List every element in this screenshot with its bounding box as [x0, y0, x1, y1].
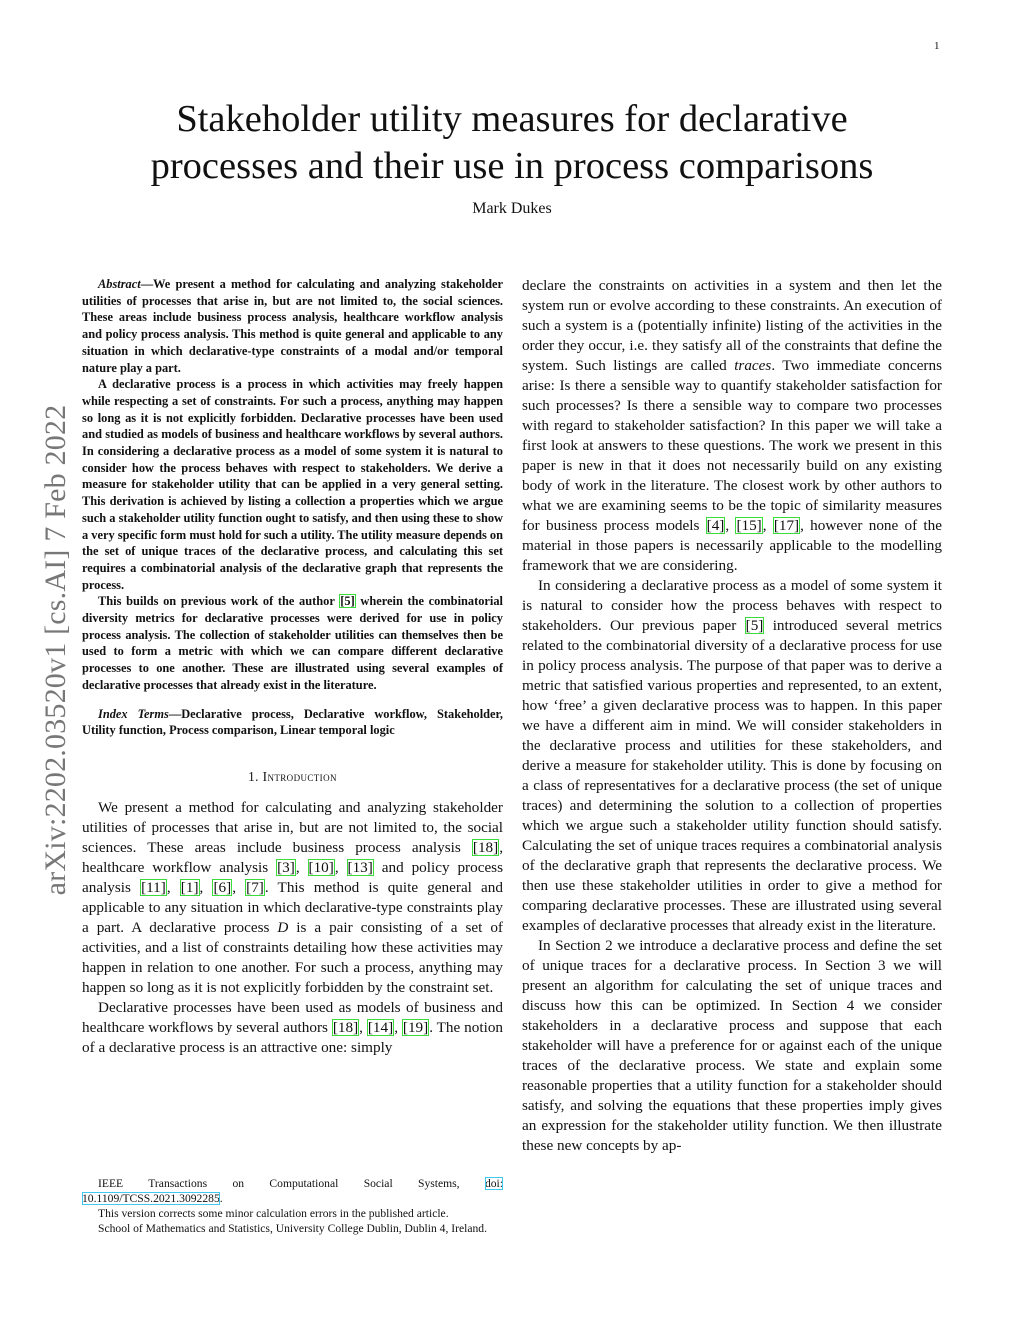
paper-title: [100, 96, 924, 190]
citation-link[interactable]: [11]: [141, 878, 166, 896]
title-line-1: Stakeholder utility measures for declarative: [176, 98, 848, 140]
citation-link[interactable]: [15]: [736, 517, 762, 534]
section-heading-introduction: 1. Introduction: [248, 768, 337, 784]
citation-link[interactable]: [19]: [402, 1018, 429, 1036]
intro-paragraph-continued: declare the constraints on activities in a system and then let the system run or evolve according to these constraints. An execution of such a system is a (potentially infinite) listing of the activities in the order they occur, i.e. they satisfy all of the constraints that define the system. Such listings are called traces. Two immediate concerns arise: Is there a sensible way to quantify stakeholder satisfaction for such processes? Is there a sensible way to compare two processes with regard to stakeholder satisfaction? In this paper we will take a first look at answers to these questions. The work we present in this paper is new in that it does not necessarily build on any existing body of work in the literature. The closest work by other authors to what we are examining seems to be the topic of similarity measures for business process models [4], [15], [17], however none of the material in those papers is necessarily applicable to the modelling framework that we are considering.: [522, 277, 942, 574]
citation-link[interactable]: [18]: [332, 1018, 359, 1036]
citation-link[interactable]: [4]: [706, 517, 725, 534]
citation-link[interactable]: [3]: [277, 858, 295, 876]
citation-link[interactable]: [17]: [773, 517, 800, 534]
abstract-paragraph-3: This builds on previous work of the author [5] wherein the combinatorial diversity metrics for declarative processes were derived for use in policy process analysis. The collection of stakeholder utilities can themselves then be used to form a metric with which we can compare different declarative processes to one another. These are illustrated using several examples of declarative processes that already exist in the literature.: [82, 594, 503, 692]
doi-link[interactable]: 10.1109/TCSS.2021.3092285: [82, 1192, 220, 1205]
right-column: [522, 276, 942, 1156]
math-variable: D: [277, 918, 289, 936]
citation-link[interactable]: [5]: [340, 594, 355, 609]
citation-link[interactable]: [13]: [347, 858, 373, 876]
footnote-doi-line: 10.1109/TCSS.2021.3092285.: [82, 1192, 223, 1205]
footnote-affiliation: School of Mathematics and Statistics, University College Dublin, Dublin 4, Ireland.: [98, 1222, 487, 1235]
intro-paragraph-2: Declarative processes have been used as models of business and healthcare workflows by several authors [18], [14], [19]. The notion of a declarative process is an attractive one: simply: [82, 998, 504, 1056]
left-column: [82, 276, 503, 1058]
author-name: Mark Dukes: [472, 200, 552, 217]
citation-link[interactable]: [14]: [367, 1018, 394, 1036]
footnote-correction: This version corrects some minor calculation errors in the published article.: [98, 1207, 449, 1220]
intro-paragraph-4: In Section 2 we introduce a declarative process and define the set of unique traces for a declarative process. In Section 3 we will present an algorithm for calculating the set of unique traces and discuss how this can be optimized. In Section 4 we consider stakeholders in a declarative process and suppose that each stakeholder will have a preference for or against each of the unique traces of the declarative process. We state and explain some reasonable properties that a utility function for a stakeholder should satisfy, and solving the equations that these properties imply gives an expression for the stakeholder utility function. We then illustrate these new concepts by ap-: [522, 937, 942, 1154]
citation-link[interactable]: [1]: [180, 878, 199, 896]
emphasis-traces: traces: [734, 357, 772, 374]
citation-link[interactable]: [7]: [246, 878, 264, 896]
citation-link[interactable]: [10]: [308, 858, 334, 876]
index-terms-label: Index Terms: [98, 706, 169, 721]
citation-link[interactable]: [6]: [213, 878, 232, 896]
citation-link[interactable]: [5]: [745, 617, 764, 634]
abstract-paragraph-1: Abstract—We present a method for calculating and analyzing stakeholder utilities of processes that arise in, but are not limited to, the social sciences. These areas include business process analysis, healthcare workflow analysis and policy process analysis. This method is quite general and applicable to any situation in which declarative-type constraints of a modal and/or temporal nature play a part.: [82, 277, 503, 375]
footnotes: [82, 1176, 503, 1236]
citation-link[interactable]: [18]: [472, 838, 499, 856]
abstract-paragraph-2: A declarative process is a process in which activities may freely happen while respecting a set of constraints. For such a process, anything may happen so long as it is not explicitly forbidden. Declarative processes have been used and studied as models of business and healthcare workflows by several authors. In considering a declarative process as a model of some system it is natural to consider how the process behaves with respect to stakeholders. We derive a measure for stakeholder utility that can be applied in a very general setting. This derivation is achieved by listing a collection a properties which we argue such a stakeholder utility function ought to satisfy, and then using these to show a very specific form must hold for such a utility. The utility measure depends on the set of unique traces of the declarative process, and calculating this set requires a combinatorial analysis of the declarative graph that represents the process.: [82, 377, 503, 592]
index-terms: Index Terms—Declarative process, Declarative workflow, Stakeholder, Utility function, Process comparison, Linear temporal logic: [82, 706, 503, 738]
arxiv-identifier: arXiv:2202.03520v1 [cs.AI] 7 Feb 2022: [39, 404, 72, 896]
introduction-left-text: [82, 798, 503, 1058]
intro-paragraph-1: We present a method for calculating and analyzing stakeholder utilities of processes that arise in, but are not limited to, the social sciences. These areas include business process analysis [18], healthcare workflow analysis [3], [10], [13] and policy process analysis [11], [1], [6], [7]. This method is quite general and applicable to any situation in which declarative-type constraints play a part. A declarative process D is a pair consisting of a set of activities, and a list of constraints detailing how these activities may happen in relation to one another. For such a process, anything may happen so long as it is not explicitly forbidden by the constraint set.: [82, 798, 503, 996]
title-line-2: processes and their use in process comparisons: [150, 145, 874, 187]
doi-link[interactable]: doi:: [484, 1177, 503, 1190]
abstract-label: Abstract: [98, 277, 141, 291]
abstract: [82, 276, 503, 694]
intro-paragraph-3: In considering a declarative process as a model of some system it is natural to consider how the process behaves with respect to stakeholders. Our previous paper [5] introduced several metrics related to the combinatorial diversity of a declarative process for use in policy process analysis. The purpose of that paper was to derive a metric that satisfied various properties and represented, to an extent, how ‘free’ a given declarative process was to happen. In this paper we have a different aim in mind. We will consider stakeholders in the declarative process and utilities for these stakeholders, and derive a measure for stakeholder utility. This is done by focusing on a class of representatives for a declarative process (the set of unique traces) and determining the solution to a collection of properties which we argue such a stakeholder utility function should satisfy. Calculating the set of unique traces requires a combinatorial analysis of the declarative graph that represents the declarative process. We then use these stakeholder utilities in order to give a method for comparing declarative processes. These are illustrated using several examples of declarative processes that already exist in the literature.: [522, 577, 942, 934]
page-number: 1: [934, 40, 940, 52]
footnote-publication: IEEE Transactions on Computational Social Systems, doi:: [98, 1177, 503, 1190]
